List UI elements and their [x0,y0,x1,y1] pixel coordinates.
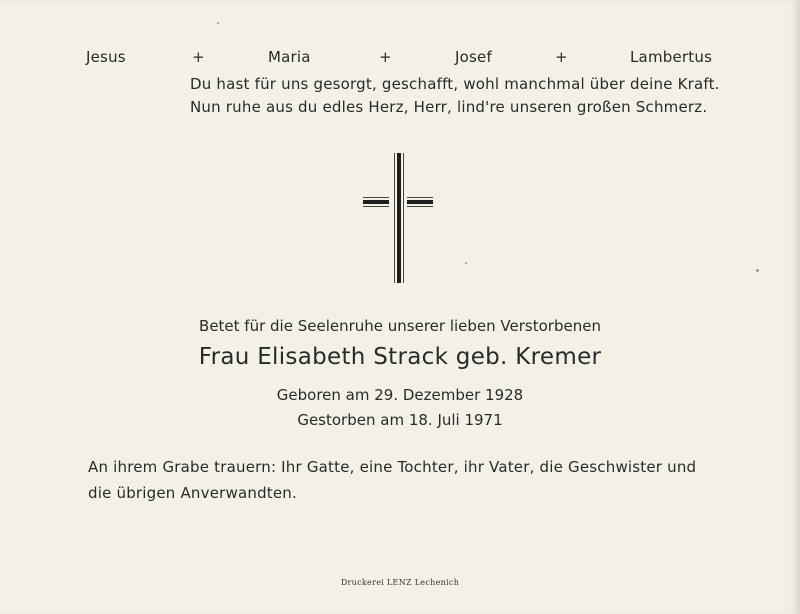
holy-names-row [0,48,800,70]
verse-line: Nun ruhe aus du edles Herz, Herr, lind're unseren großen Schmerz. [190,98,708,116]
birth-date: Geboren am 29. Dezember 1928 [276,386,524,404]
mourners-text [88,454,728,506]
cross-separator: + [192,48,205,66]
cross-icon [361,153,437,283]
name-lambertus: Lambertus [630,48,713,66]
name-josef: Josef [455,48,492,66]
memorial-verse [190,73,750,119]
printer-imprint: Druckerei LENZ Lechenich [340,578,460,587]
cross-separator: + [555,48,568,66]
paper-speck [465,262,467,264]
paper-speck [756,269,759,272]
verse-line: Du hast für uns gesorgt, geschafft, wohl manchmal über deine Kraft. [190,75,720,93]
mourners-line: die übrigen Anverwandten. [88,484,297,502]
paper-speck [217,22,219,24]
death-date: Gestorben am 18. Juli 1971 [297,411,503,429]
mourners-line: An ihrem Grabe trauern: Ihr Gatte, eine Tochter, ihr Vater, die Geschwister und [88,458,697,476]
prayer-request: Betet für die Seelenruhe unserer lieben Verstorbenen [199,317,601,335]
name-jesus: Jesus [86,48,126,66]
paper-edge [794,0,800,614]
cross-separator: + [379,48,392,66]
deceased-name: Frau Elisabeth Strack geb. Kremer [198,344,602,370]
name-maria: Maria [268,48,311,66]
